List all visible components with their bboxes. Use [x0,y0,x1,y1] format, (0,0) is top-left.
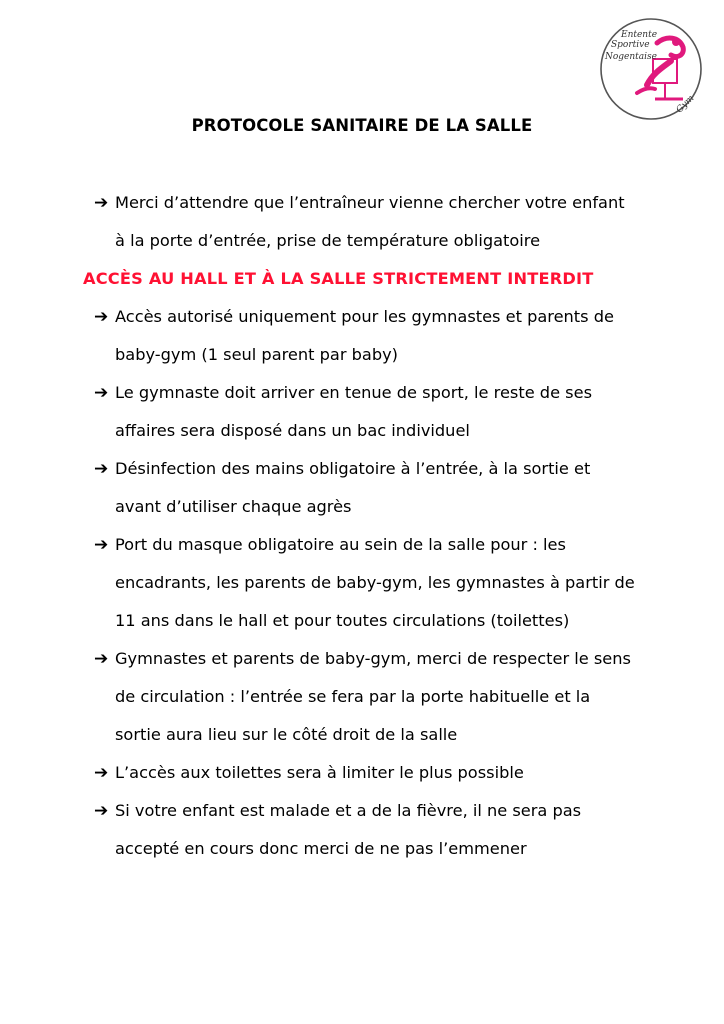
arrow-right-icon: ➔ [94,307,109,327]
list-item-text: affaires sera disposé dans un bac individuel [115,421,470,440]
list-item-continuation [94,418,684,456]
list-item-continuation [94,836,684,874]
warning-text: ACCÈS AU HALL ET À LA SALLE STRICTEMENT INTERDIT [83,269,594,288]
logo-text-line2: Sportive [611,40,650,50]
list-item-continuation [94,608,684,646]
list-item-text: encadrants, les parents de baby-gym, les gymnastes à partir de [115,573,635,592]
list-item [94,798,684,836]
list-item-text: Merci d’attendre que l’entraîneur vienne chercher votre enfant [115,193,625,212]
list-item-text: Port du masque obligatoire au sein de la salle pour : les [115,535,566,554]
logo-text-gym: Gym [674,93,697,116]
list-item-text: baby-gym (1 seul parent par baby) [115,345,398,364]
list-item [94,532,684,570]
list-item-text: L’accès aux toilettes sera à limiter le plus possible [115,763,524,782]
list-item-text: sortie aura lieu sur le côté droit de la salle [115,725,458,744]
protocol-list [83,190,684,874]
arrow-right-icon: ➔ [94,383,109,403]
logo-text-line1: Entente [621,30,658,40]
arrow-right-icon: ➔ [94,535,109,555]
list-item-continuation [94,570,684,608]
list-item-continuation [94,684,684,722]
gymnast-logo-icon [597,15,705,123]
list-item-continuation [94,494,684,532]
list-item-continuation [94,228,684,266]
arrow-right-icon: ➔ [94,459,109,479]
page-title: PROTOCOLE SANITAIRE DE LA SALLE [191,116,533,135]
list-item [94,456,684,494]
list-item [94,304,684,342]
list-item-text: Accès autorisé uniquement pour les gymnastes et parents de [115,307,614,326]
club-logo [597,15,705,123]
list-item [94,760,684,798]
list-item-continuation [94,342,684,380]
list-item-text: Le gymnaste doit arriver en tenue de sport, le reste de ses [115,383,593,402]
arrow-right-icon: ➔ [94,649,109,669]
list-item [94,646,684,684]
arrow-right-icon: ➔ [94,763,109,783]
logo-text-line3: Nogentaise [605,52,657,62]
arrow-right-icon: ➔ [94,801,109,821]
list-item-text: à la porte d’entrée, prise de température obligatoire [115,231,541,250]
warning-banner [83,266,684,304]
list-item-text: Gymnastes et parents de baby-gym, merci de respecter le sens [115,649,631,668]
list-item-text: Si votre enfant est malade et a de la fièvre, il ne sera pas [115,801,582,820]
list-item-text: Désinfection des mains obligatoire à l’entrée, à la sortie et [115,459,591,478]
list-item-text: accepté en cours donc merci de ne pas l’emmener [115,839,527,858]
list-item-text: avant d’utiliser chaque agrès [115,497,352,516]
list-item [94,190,684,228]
list-item-text: 11 ans dans le hall et pour toutes circulations (toilettes) [115,611,570,630]
list-item-text: de circulation : l’entrée se fera par la porte habituelle et la [115,687,591,706]
arrow-right-icon: ➔ [94,193,109,213]
list-item [94,380,684,418]
list-item-continuation [94,722,684,760]
